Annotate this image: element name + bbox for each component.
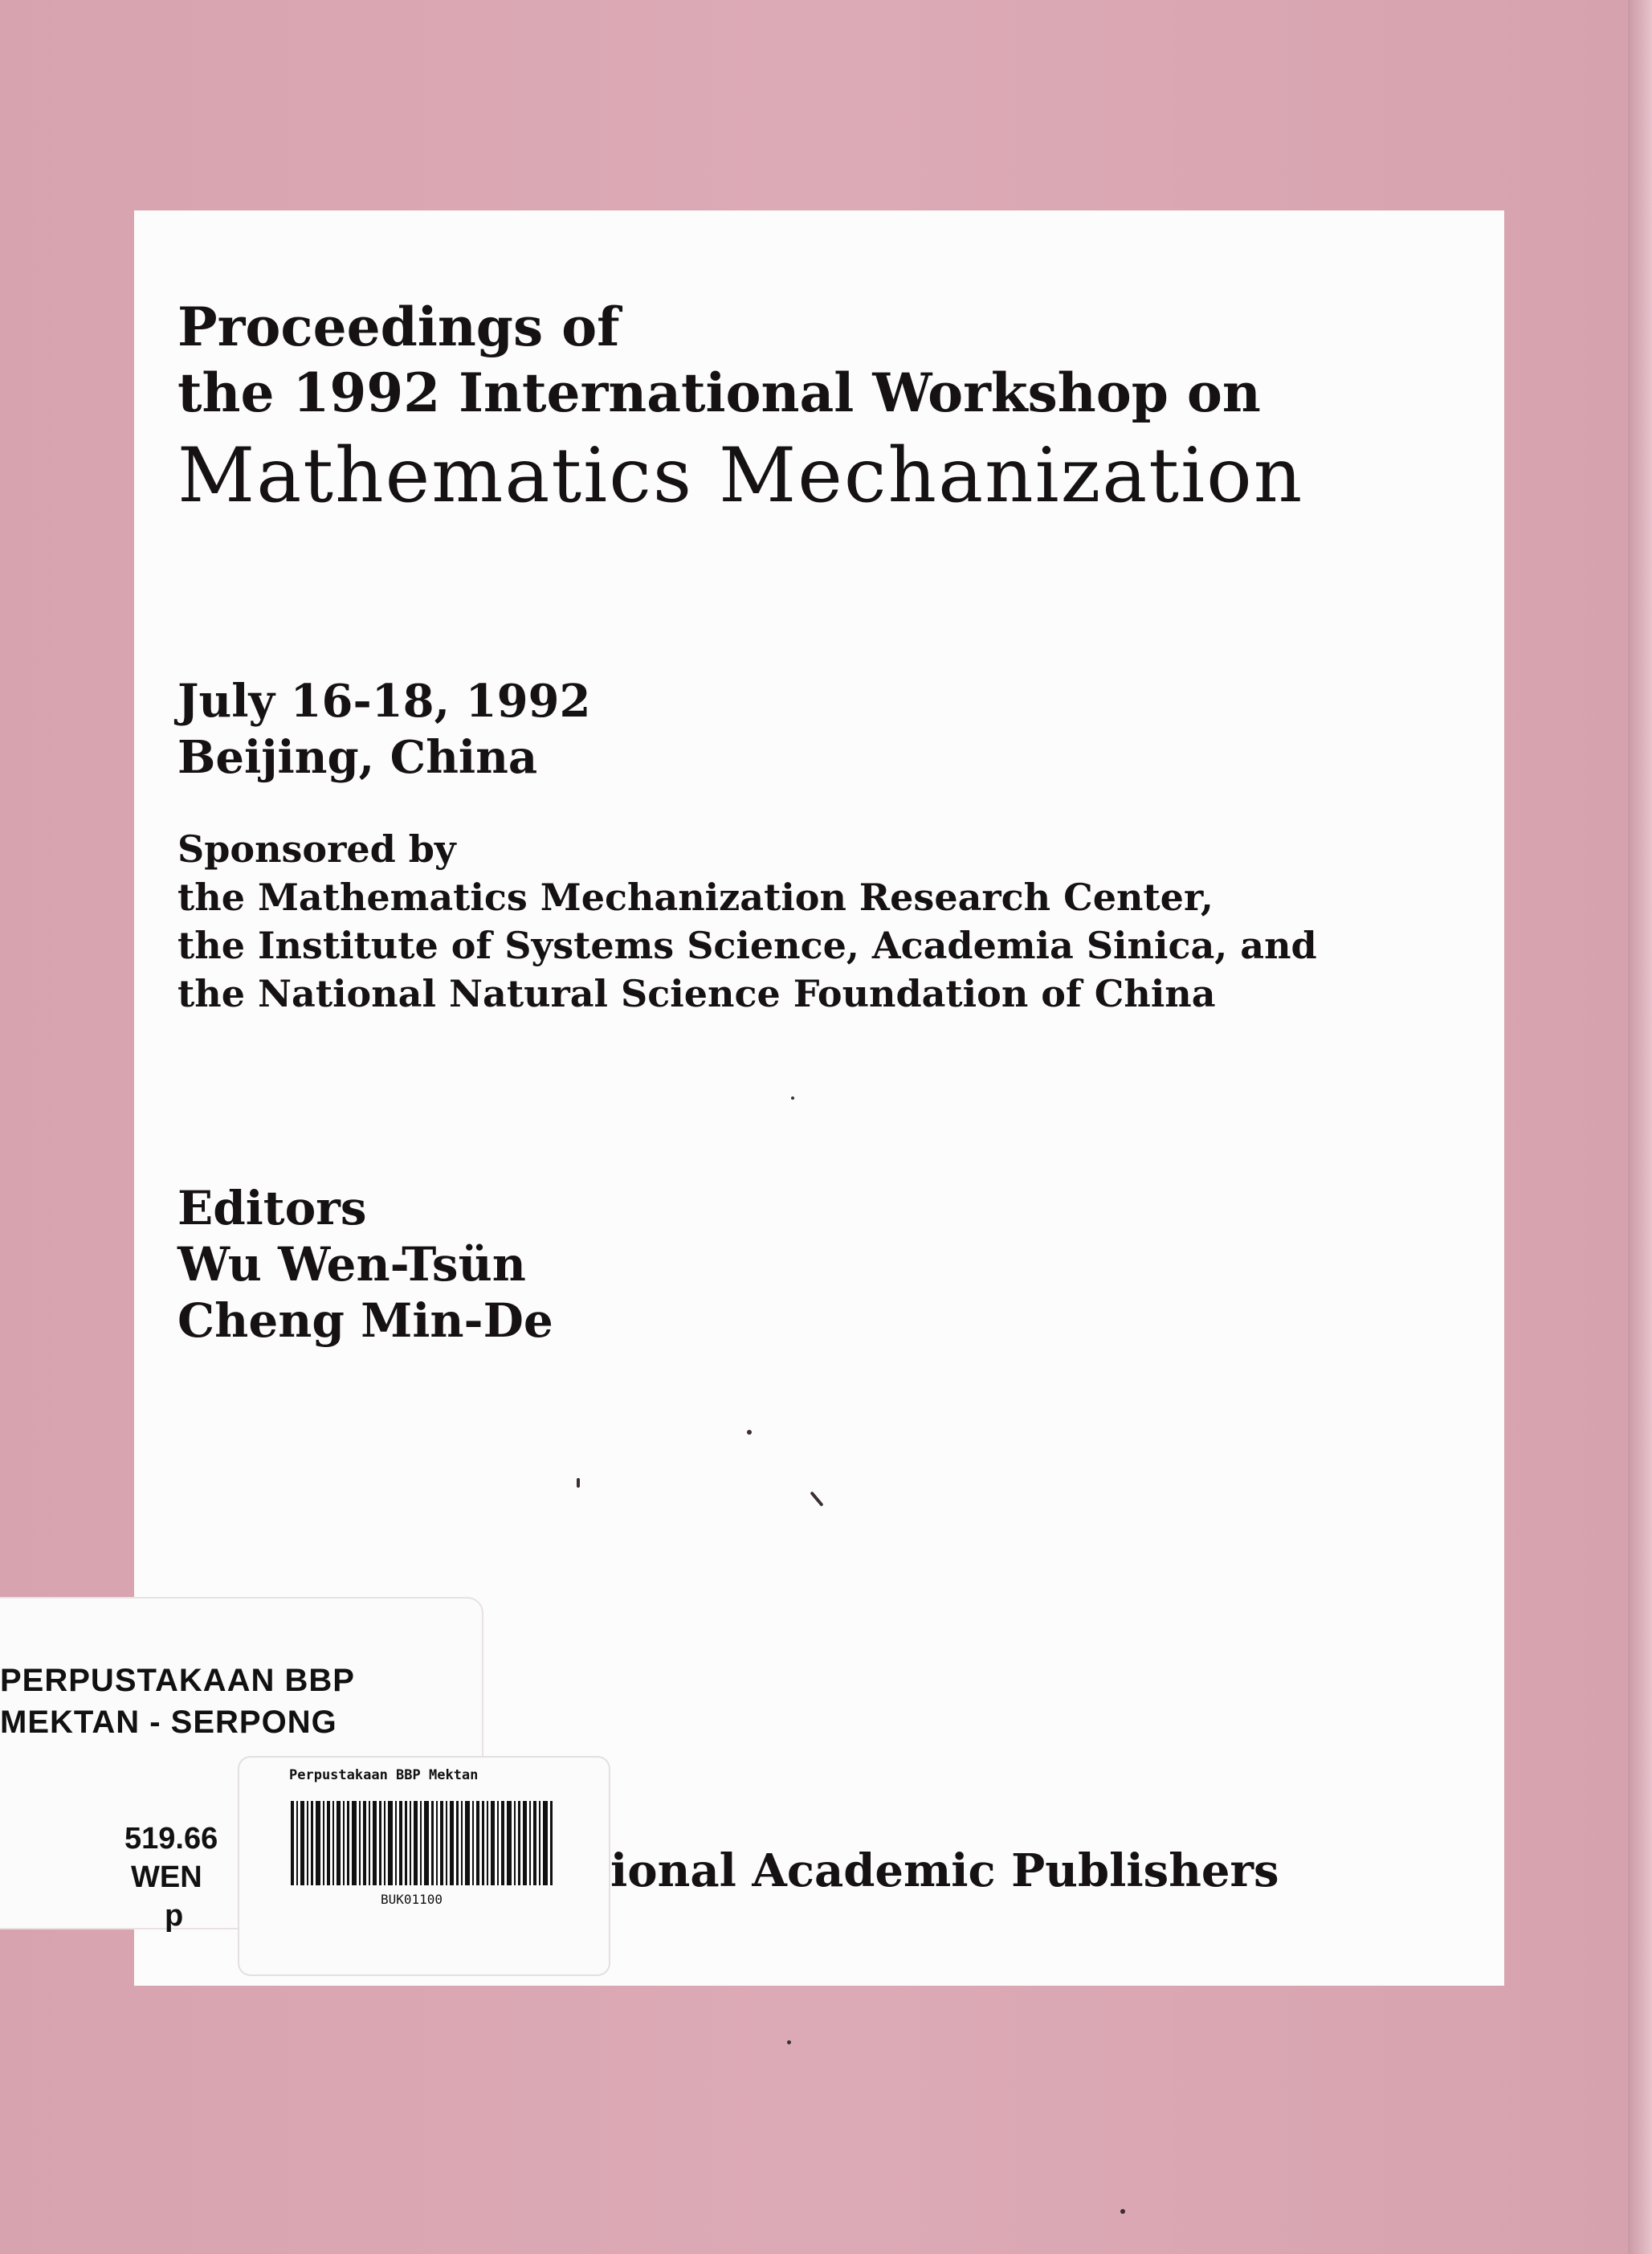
sponsor-line: the Mathematics Mechanization Research Center,	[177, 876, 1214, 919]
editor-name: Cheng Min-De	[177, 1293, 553, 1348]
library-location: MEKTAN - SERPONG	[0, 1705, 337, 1740]
title-code: p	[165, 1899, 184, 1933]
print-speck	[787, 2040, 791, 2044]
barcode-header: Perpustakaan BBP Mektan	[289, 1767, 479, 1783]
sponsor-heading: Sponsored by	[177, 827, 456, 871]
cover-edge	[1628, 0, 1652, 2254]
print-speck	[791, 1096, 794, 1100]
print-speck	[1120, 2209, 1125, 2214]
library-name: PERPUSTAKAAN BBP	[0, 1663, 355, 1698]
publisher-name: ional Academic Publishers	[610, 1844, 1279, 1897]
barcode-icon	[291, 1801, 556, 1885]
author-code: WEN	[131, 1860, 202, 1894]
title-line-2: the 1992 International Workshop on	[177, 361, 1261, 424]
main-title: Mathematics Mechanization	[177, 432, 1304, 520]
sponsor-line: the Institute of Systems Science, Academia Sinica, and	[177, 924, 1317, 967]
title-line-1: Proceedings of	[177, 296, 620, 358]
sponsor-line: the National Natural Science Foundation of China	[177, 972, 1216, 1015]
editors-heading: Editors	[177, 1181, 367, 1235]
print-speck	[577, 1478, 580, 1488]
call-number: 519.66	[124, 1822, 218, 1856]
barcode-number: BUK01100	[381, 1892, 443, 1907]
editor-name: Wu Wen-Tsün	[177, 1237, 526, 1292]
event-date: July 16-18, 1992	[177, 675, 591, 728]
print-speck	[747, 1430, 752, 1435]
event-location: Beijing, China	[177, 731, 538, 784]
